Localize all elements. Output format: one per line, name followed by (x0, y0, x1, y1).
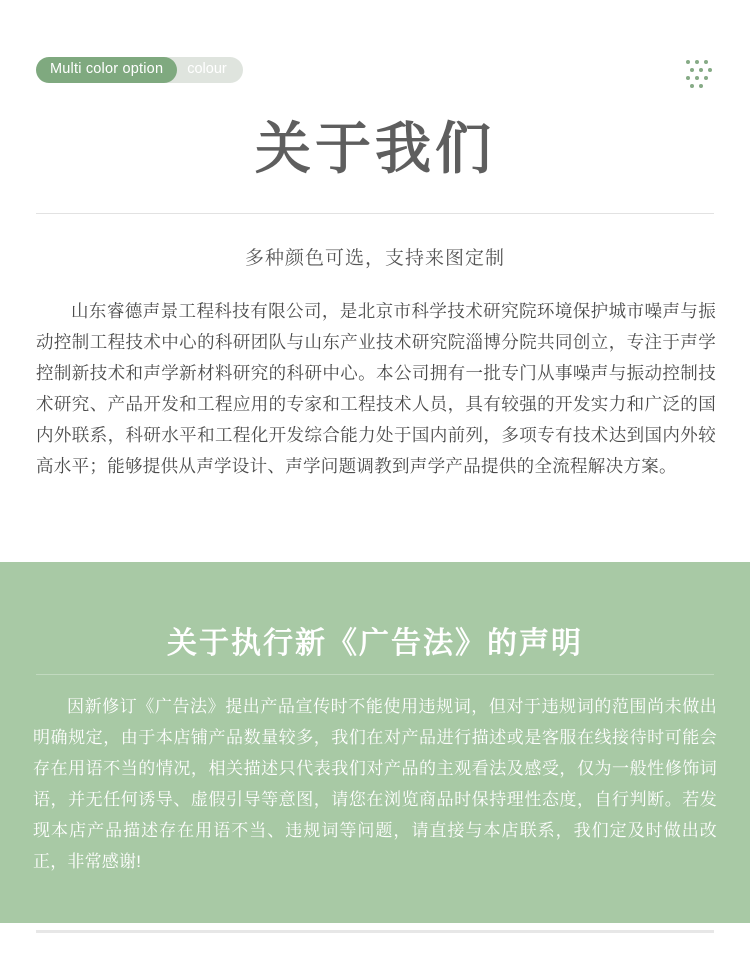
bottom-rule (36, 930, 714, 933)
badge-main-label: Multi color option (36, 57, 177, 83)
dot-grid-decoration-icon (686, 60, 712, 86)
about-body-text: 山东睿德声景工程科技有限公司，是北京市科学技术研究院环境保护城市噪声与振动控制工程技术中心的科研团队与山东产业技术研究院淄博分院共同创立，专注于声学控制新技术和声学新材料研究的科研中心。本公司拥有一批专门从事噪声与振动控制技术研究、产品开发和工程应用的专家和工程技术人员，具有较强的开发实力和广泛的国内外联系，科研水平和工程化开发综合能力处于国内前列，多项专有技术达到国内外较高水平；能够提供从声学设计、声学问题调教到声学产品提供的全流程解决方案。 (36, 301, 716, 476)
statement-divider (36, 674, 714, 675)
statement-body-text: 因新修订《广告法》提出产品宣传时不能使用违规词，但对于违规词的范围尚未做出明确规定，由于本店铺产品数量较多，我们在对产品进行描述或是客服在线接待时可能会存在用语不当的情况，相关描述只代表我们对产品的主观看法及感受，仅为一般性修饰词语，并无任何诱导、虚假引导等意图，请您在浏览商品时保持理性态度，自行判断。若发现本店产品描述存在用语不当、违规词等问题，请直接与本店联系，我们定及时做出改正，非常感谢! (33, 697, 717, 871)
statement-title: 关于执行新《广告法》的声明 (167, 626, 583, 661)
badge-row (36, 57, 243, 83)
badge-sub-label: colour (163, 57, 243, 83)
page-subtitle: 多种颜色可选，支持来图定制 (244, 248, 505, 269)
header-divider (36, 213, 714, 214)
page-title: 关于我们 (255, 117, 495, 182)
statement-section (0, 562, 750, 923)
